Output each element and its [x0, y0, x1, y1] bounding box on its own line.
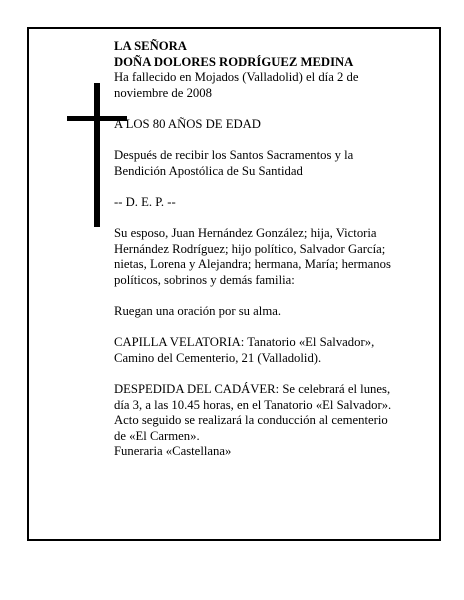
death-place-date-line-1: Ha fallecido en Mojados (Valladolid) el día 2 de — [114, 70, 359, 85]
family-line-4: políticos, sobrinos y demás familia: — [114, 272, 295, 287]
sacraments-line-1: Después de recibir los Santos Sacramentos y la — [114, 148, 354, 163]
farewell-line-4: de «El Carmen». — [114, 428, 200, 443]
farewell-line-2: día 3, a las 10.45 horas, en el Tanatorio «El Salvador». — [114, 397, 392, 412]
cross-vertical-bar — [94, 83, 100, 227]
sacraments-line-2: Bendición Apostólica de Su Santidad — [114, 163, 303, 178]
deceased-title: LA SEÑORA — [114, 39, 187, 53]
prayer-request: Ruegan una oración por su alma. — [114, 304, 282, 319]
chapel-line-1: CAPILLA VELATORIA: Tanatorio «El Salvador», — [114, 335, 375, 350]
age-at-death: A LOS 80 AÑOS DE EDAD — [114, 116, 261, 131]
family-line-3: nietas, Lorena y Alejandra; hermana, María; hermanos — [114, 257, 391, 272]
family-line-1: Su esposo, Juan Hernández González; hija, Victoria — [114, 226, 377, 241]
deceased-name: DOÑA DOLORES RODRÍGUEZ MEDINA — [114, 54, 354, 69]
funeral-home: Funeraria «Castellana» — [114, 444, 232, 459]
obituary-text — [114, 39, 430, 460]
farewell-line-1: DESPEDIDA DEL CADÁVER: Se celebrará el lunes, — [114, 382, 391, 397]
chapel-line-2: Camino del Cementerio, 21 (Valladolid). — [114, 350, 322, 365]
rest-in-peace: -- D. E. P. -- — [114, 194, 176, 209]
farewell-line-3: Acto seguido se realizará la conducción al cementerio — [114, 413, 388, 428]
family-line-2: Hernández Rodríguez; hijo político, Salvador García; — [114, 241, 386, 256]
death-place-date-line-2: noviembre de 2008 — [114, 85, 212, 100]
